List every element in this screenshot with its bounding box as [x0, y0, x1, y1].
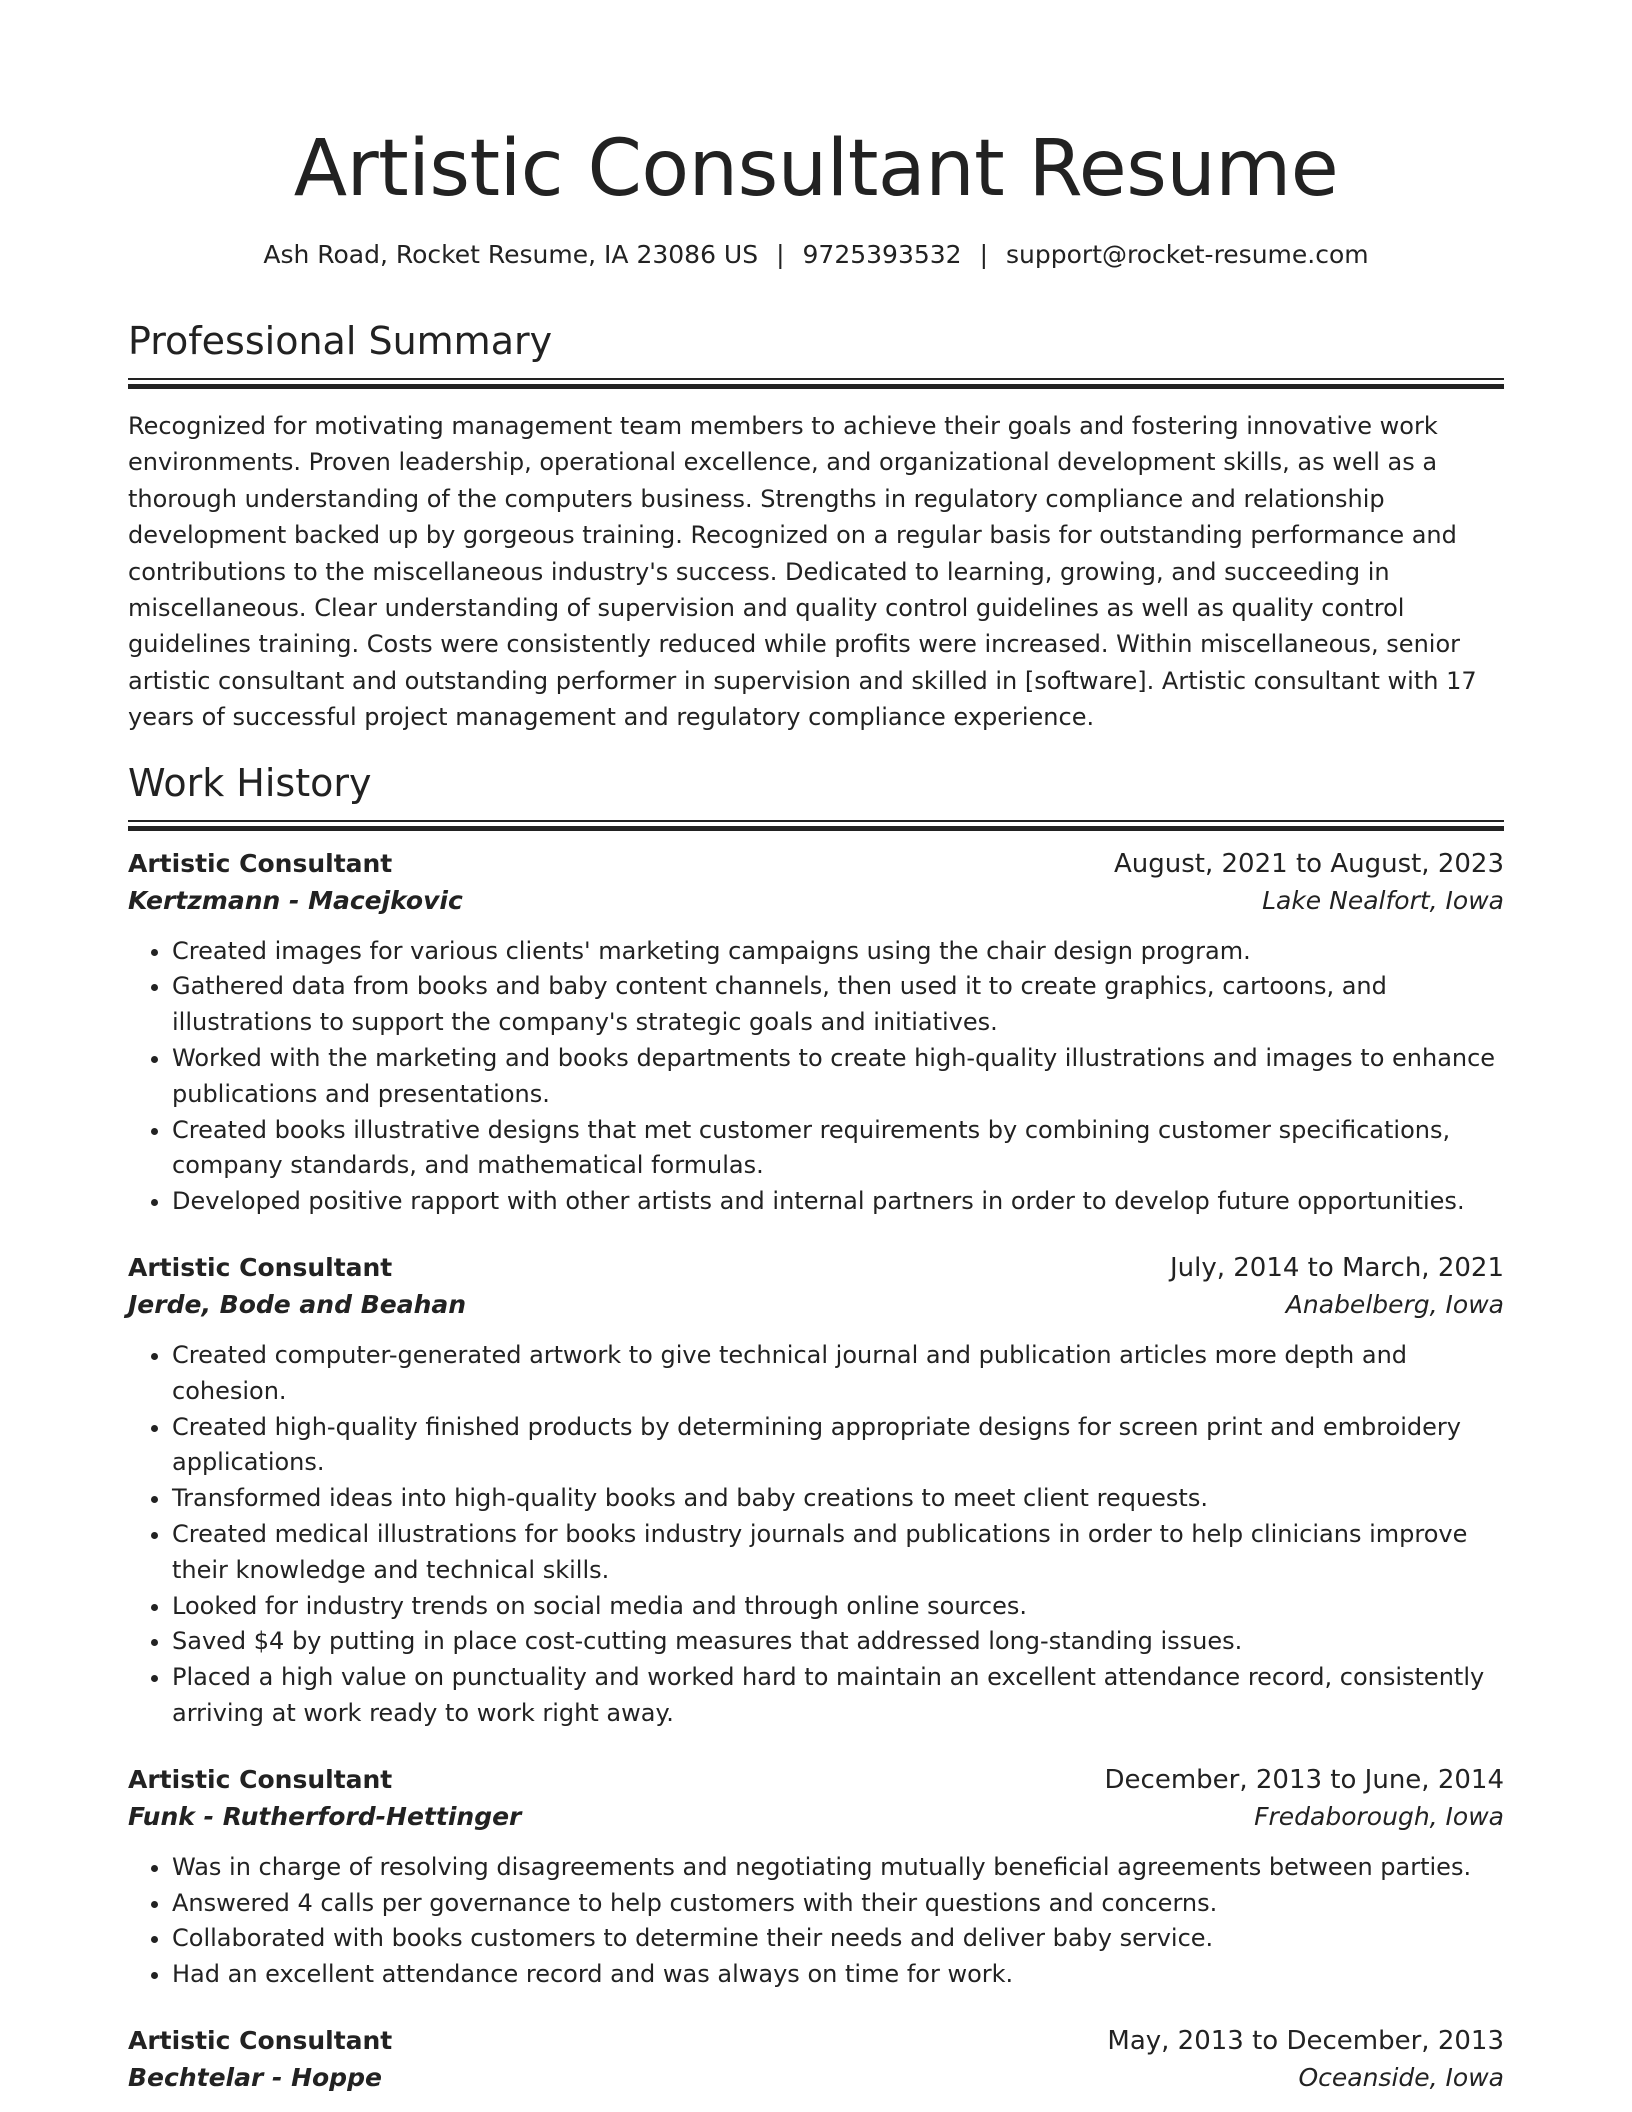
- summary-section: [128, 316, 1504, 736]
- job-dates: December, 2013 to June, 2014: [1104, 1764, 1504, 1795]
- list-item: • Looked for industry trends on social media and through online sources.: [172, 1589, 1504, 1625]
- job-location: Anabelberg, Iowa: [1285, 1290, 1504, 1320]
- contact-phone: 9725393532: [802, 240, 962, 269]
- job-company-row: [128, 2059, 1504, 2097]
- contact-line: [128, 238, 1504, 272]
- work-history-section: [128, 758, 1504, 2097]
- job-bullet-list: [128, 1850, 1504, 1993]
- list-item: • Developed positive rapport with other artists and internal partners in order to develop future opportunities.: [172, 1184, 1504, 1220]
- list-item: • Created medical illustrations for books industry journals and publications in order to help clinicians improve their knowledge and technical skills.: [172, 1517, 1504, 1589]
- list-item: • Transformed ideas into high-quality books and baby creations to meet client requests.: [172, 1481, 1504, 1517]
- job-company: Jerde, Bode and Beahan: [128, 1290, 467, 1320]
- job-entry: [128, 1762, 1504, 1993]
- page-title: Artistic Consultant Resume: [293, 124, 1339, 214]
- job-header-row: [128, 1250, 1504, 1286]
- job-header-row: [128, 846, 1504, 882]
- job-dates: August, 2021 to August, 2023: [1114, 848, 1504, 879]
- list-item: • Placed a high value on punctuality and worked hard to maintain an excellent attendance record, consistently arriving at work ready to work right away.: [172, 1660, 1504, 1732]
- list-item: • Created images for various clients' marketing campaigns using the chair design program.: [172, 934, 1504, 970]
- job-bullet-list: [128, 934, 1504, 1220]
- list-item: • Collaborated with books customers to determine their needs and deliver baby service.: [172, 1921, 1504, 1957]
- job-location: Fredaborough, Iowa: [1254, 1801, 1504, 1831]
- job-entry: [128, 1250, 1504, 1732]
- job-company-row: [128, 1286, 1504, 1324]
- job-entry: [128, 846, 1504, 1220]
- job-dates: July, 2014 to March, 2021: [1169, 1253, 1504, 1284]
- list-item: • Saved $4 by putting in place cost-cutting measures that addressed long-standing issues.: [172, 1624, 1504, 1660]
- list-item: • Was in charge of resolving disagreements and negotiating mutually beneficial agreements between parties.: [172, 1850, 1504, 1886]
- list-item: • Created books illustrative designs that met customer requirements by combining customer specifications, company standards, and mathematical formulas.: [172, 1113, 1504, 1185]
- job-entry: [128, 2023, 1504, 2097]
- job-company: Kertzmann - Macejkovic: [128, 885, 463, 915]
- list-item: • Gathered data from books and baby content channels, then used it to create graphics, cartoons, and illustrations to support the company's strategic goals and initiatives.: [172, 969, 1504, 1041]
- job-company: Bechtelar - Hoppe: [128, 2062, 382, 2092]
- job-title: Artistic Consultant: [128, 2025, 393, 2055]
- contact-email: support@rocket-resume.com: [1006, 240, 1369, 269]
- job-company-row: [128, 882, 1504, 920]
- list-item: • Created computer-generated artwork to give technical journal and publication articles more depth and cohesion.: [172, 1338, 1504, 1410]
- list-item: • Answered 4 calls per governance to help customers with their questions and concerns.: [172, 1886, 1504, 1922]
- job-title: Artistic Consultant: [128, 1253, 393, 1283]
- section-divider: [128, 378, 1504, 388]
- section-heading-work-history: Work History: [128, 760, 372, 805]
- section-divider: [128, 820, 1504, 830]
- job-location: Lake Nealfort, Iowa: [1262, 885, 1504, 915]
- list-item: • Created high-quality finished products by determining appropriate designs for screen print and embroidery applications.: [172, 1410, 1504, 1482]
- list-item: • Worked with the marketing and books departments to create high-quality illustrations and images to enhance publications and presentations.: [172, 1041, 1504, 1113]
- job-header-row: [128, 2023, 1504, 2059]
- section-heading-summary: Professional Summary: [128, 319, 553, 363]
- job-header-row: [128, 1762, 1504, 1798]
- list-item: • Had an excellent attendance record and was always on time for work.: [172, 1957, 1504, 1993]
- contact-separator: |: [776, 240, 785, 269]
- job-location: Oceanside, Iowa: [1298, 2062, 1504, 2092]
- contact-address: Ash Road, Rocket Resume, IA 23086 US: [263, 240, 759, 269]
- job-company-row: [128, 1798, 1504, 1836]
- contact-separator: |: [979, 240, 989, 269]
- job-dates: May, 2013 to December, 2013: [1107, 2025, 1504, 2056]
- resume-page: [128, 0, 1504, 2097]
- job-company: Funk - Rutherford-Hettinger: [128, 1801, 522, 1831]
- job-bullet-list: [128, 1338, 1504, 1732]
- summary-text: Recognized for motivating management team members to achieve their goals and fostering innovative work environments. Proven leadership, operational excellence, and organizational development skills, as well as a thorough understanding of the computers business. Strengths in regulatory compliance and relationship development backed up by gorgeous training. Recognized on a regular basis for outstanding performance and contributions to the miscellaneous industry's success. Dedicated to learning, growing, and succeeding in miscellaneous. Clear understanding of supervision and quality control guidelines as well as quality control guidelines training. Costs were consistently reduced while profits were increased. Within miscellaneous, senior artistic consultant and outstanding performer in supervision and skilled in [software]. Artistic consultant with 17 years of successful project management and regulatory compliance experience.: [128, 412, 1477, 732]
- job-title: Artistic Consultant: [128, 848, 393, 878]
- job-title: Artistic Consultant: [128, 1764, 393, 1794]
